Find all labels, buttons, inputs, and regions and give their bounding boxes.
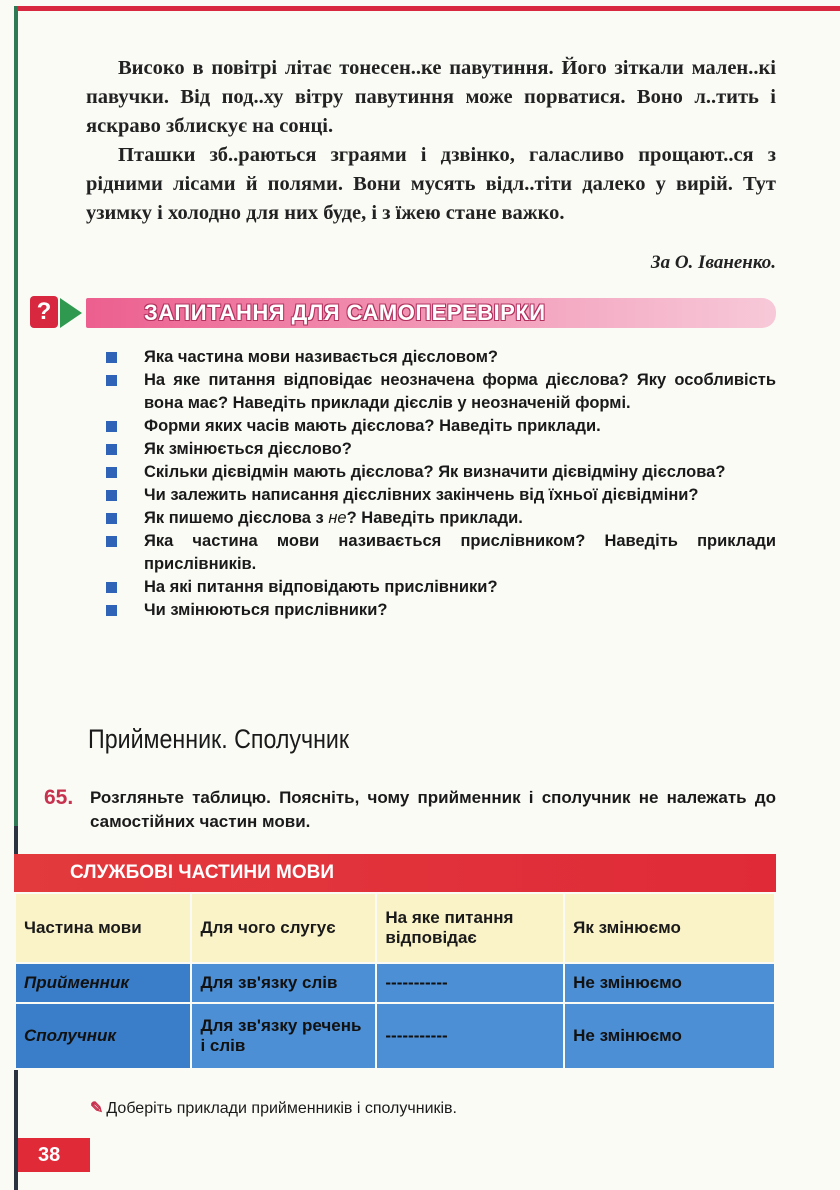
list-item: Як змінюється дієслово? (104, 438, 776, 461)
table-row (15, 1003, 775, 1069)
list-item: Яка частина мови називається дієсловом? (104, 346, 776, 369)
exercise-number: 65. (44, 786, 74, 809)
table-cell: Сполучник (15, 1003, 191, 1069)
table-caption-text: СЛУЖБОВІ ЧАСТИНИ МОВИ (70, 862, 335, 883)
self-check-banner (30, 296, 776, 330)
table-caption (14, 854, 776, 892)
parts-of-speech-table (14, 892, 776, 1070)
top-border (14, 6, 840, 11)
list-item: Скільки дієвідмін мають дієслова? Як визначити дієвідміну дієслова? (104, 461, 776, 484)
left-border-green (14, 6, 18, 826)
square-bullet-icon (106, 536, 117, 547)
table-cell: Прийменник (15, 963, 191, 1003)
square-bullet-icon (106, 467, 117, 478)
table-cell: Не змінюємо (564, 963, 775, 1003)
square-bullet-icon (106, 421, 117, 432)
list-item: Яка частина мови називається прислівником? Наведіть приклади прислівників. (104, 530, 776, 576)
text-passage (86, 54, 776, 228)
passage-paragraph-2: Пташки зб..раються зграями і дзвінко, галасливо прощают..ся з рідними лісами й полями. Вони мусять відл..тіти далеко у вирій. Тут узимку і холодно для них буде, і з їжею стане важко. (86, 144, 776, 224)
square-bullet-icon (106, 582, 117, 593)
square-bullet-icon (106, 444, 117, 455)
table-row (15, 963, 775, 1003)
list-item: Форми яких часів мають дієслова? Наведіть приклади. (104, 415, 776, 438)
passage-author: За О. Іваненко. (650, 252, 776, 273)
table-cell: Для зв'язку слів (191, 963, 376, 1003)
column-header: Для чого слугує (191, 893, 376, 963)
column-header: Як змінюємо (564, 893, 775, 963)
section-title: Прийменник. Сполучник (88, 724, 350, 754)
list-item: Як пишемо дієслова з не? Наведіть приклади. (104, 507, 776, 530)
question-list (104, 346, 776, 622)
table-cell: ----------- (376, 963, 564, 1003)
square-bullet-icon (106, 513, 117, 524)
exercise-text: Розгляньте таблицю. Поясніть, чому прийменник і сполучник не належать до самостійних частин мови. (90, 788, 776, 831)
arrow-right-icon (60, 298, 82, 328)
pen-icon: ✎ (90, 1100, 104, 1117)
table-header-row (15, 893, 775, 963)
page-number: 38 (18, 1138, 90, 1172)
column-header: На яке питання відповідає (376, 893, 564, 963)
table-cell: Не змінюємо (564, 1003, 775, 1069)
list-item: Чи змінюються прислівники? (104, 599, 776, 622)
task-text: Доберіть приклади прийменників і сполучників. (106, 1100, 457, 1117)
question-mark-icon: ? (30, 296, 58, 328)
task-note (90, 1098, 457, 1118)
self-check-title: ЗАПИТАННЯ ДЛЯ САМОПЕРЕВІРКИ (144, 300, 546, 325)
list-item: На яке питання відповідає неозначена форма дієслова? Яку особливість вона має? Наведіть приклади дієслів у неозначеній формі. (104, 369, 776, 415)
passage-paragraph-1: Високо в повітрі літає тонесен..ке павутиння. Його зіткали мален..кі павучки. Від под..ху вітру павутиння може порватися. Воно л..тить і яскраво зблискує на сонці. (86, 57, 776, 137)
square-bullet-icon (106, 490, 117, 501)
square-bullet-icon (106, 605, 117, 616)
table-cell: Для зв'язку речень і слів (191, 1003, 376, 1069)
square-bullet-icon (106, 375, 117, 386)
list-item: На які питання відповідають прислівники? (104, 576, 776, 599)
column-header: Частина мови (15, 893, 191, 963)
table-cell: ----------- (376, 1003, 564, 1069)
square-bullet-icon (106, 352, 117, 363)
list-item: Чи залежить написання дієслівних закінчень від їхньої дієвідміни? (104, 484, 776, 507)
